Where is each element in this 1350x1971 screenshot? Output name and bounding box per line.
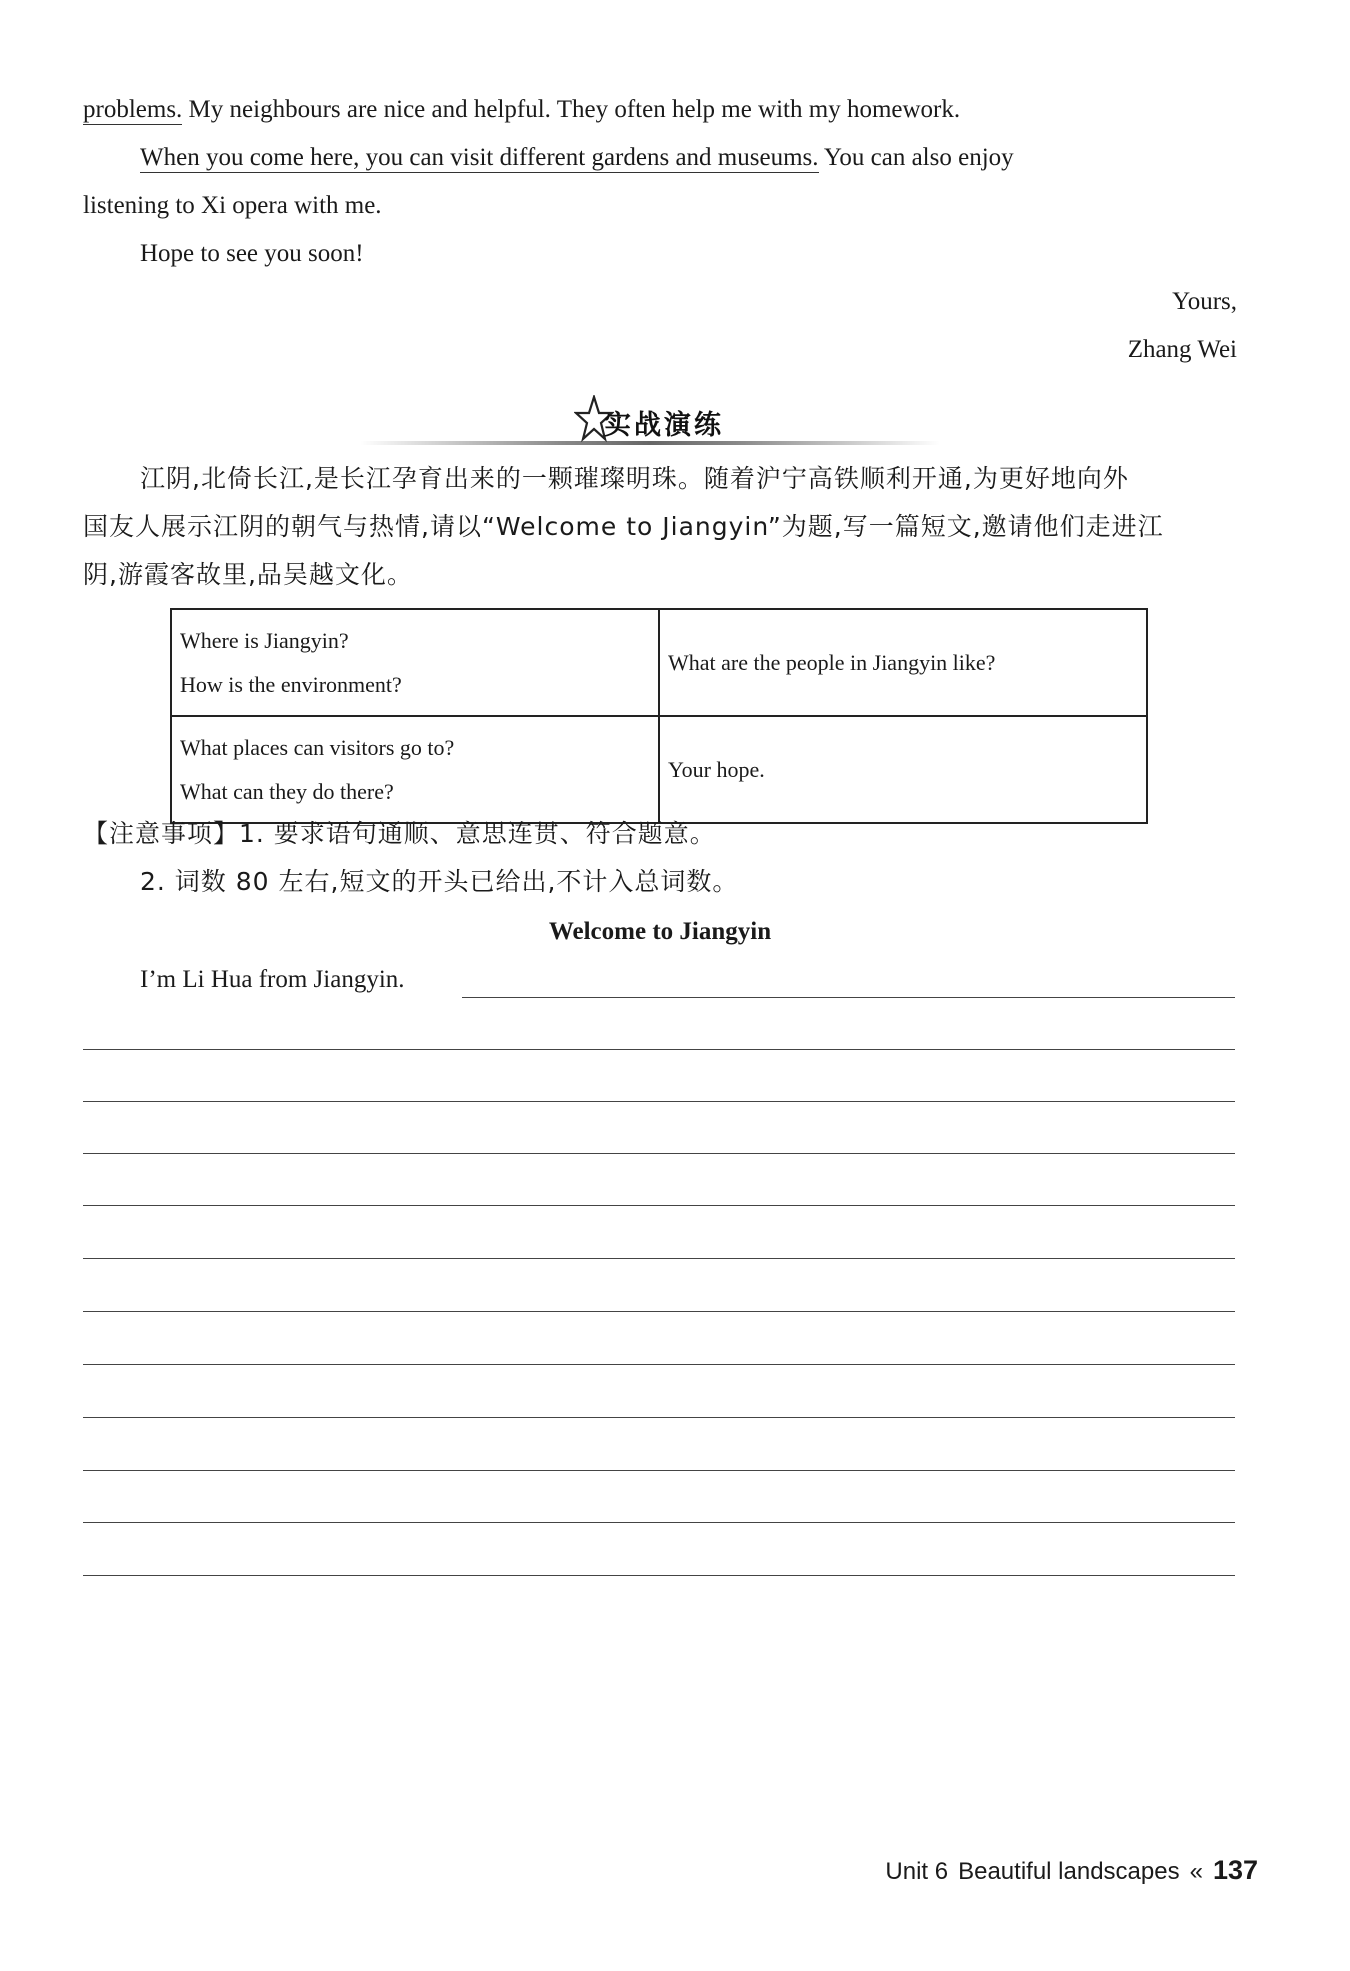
prompt-line-3: 阴,游霞客故里,品吴越文化。 — [83, 560, 413, 589]
table-cell-text: Your hope. — [668, 756, 765, 782]
section-header — [360, 395, 940, 449]
essay-title: Welcome to Jiangyin — [548, 918, 772, 945]
page-footer — [885, 1855, 1258, 1886]
footer-unit: Unit 6 — [885, 1858, 949, 1885]
letter-signature: Zhang Wei — [1127, 336, 1237, 363]
writing-line[interactable] — [462, 997, 1235, 998]
underlined-phrase: problems. — [83, 96, 183, 123]
writing-line[interactable] — [83, 1417, 1235, 1418]
table-cell — [659, 609, 1147, 716]
writing-line[interactable] — [83, 1470, 1235, 1471]
writing-line[interactable] — [83, 1153, 1235, 1154]
prompt-line-1: 江阴,北倚长江,是长江孕育出来的一颗璀璨明珠。随着沪宁高铁顺利开通,为更好地向外 — [140, 464, 1129, 493]
table-row — [171, 716, 1147, 823]
table-cell-text: What places can visitors go to? — [180, 734, 455, 760]
table-cell-text: What are the people in Jiangyin like? — [668, 649, 996, 675]
notes-line-2: 2. 词数 80 左右,短文的开头已给出,不计入总词数。 — [140, 867, 739, 896]
letter-line-2 — [140, 142, 1014, 174]
writing-line[interactable] — [83, 1311, 1235, 1312]
section-title: 实战演练 — [604, 410, 724, 441]
notes-line-1: 【注意事项】1. 要求语句通顺、意思连贯、符合题意。 — [83, 819, 716, 848]
footer-unit-title: Beautiful landscapes — [958, 1858, 1180, 1885]
letter-closing: Yours, — [1172, 288, 1237, 315]
prompt-line-2: 国友人展示江阴的朝气与热情,请以“Welcome to Jiangyin”为题,写一篇短文,邀请他们走进江 — [83, 512, 1164, 541]
letter-text: My neighbours are nice and helpful. They often help me with my homework. — [182, 96, 961, 123]
table-cell — [171, 716, 659, 823]
underlined-phrase: When you come here, you can visit different gardens and museums. — [140, 144, 819, 171]
table-row — [171, 609, 1147, 716]
prompt-table — [170, 608, 1148, 824]
writing-line[interactable] — [83, 1049, 1235, 1050]
writing-line[interactable] — [83, 1205, 1235, 1206]
writing-line[interactable] — [83, 1258, 1235, 1259]
essay-opening: I’m Li Hua from Jiangyin. — [140, 966, 405, 993]
page-number: 137 — [1212, 1855, 1258, 1885]
table-cell-text: What can they do there? — [180, 778, 394, 804]
writing-line[interactable] — [83, 1364, 1235, 1365]
letter-line-4: Hope to see you soon! — [140, 240, 364, 267]
writing-line[interactable] — [83, 1101, 1235, 1102]
table-cell — [171, 609, 659, 716]
letter-text: You can also enjoy — [818, 144, 1014, 171]
table-cell-text: How is the environment? — [180, 671, 402, 697]
writing-line[interactable] — [83, 1575, 1235, 1576]
letter-line-3: listening to Xi opera with me. — [83, 192, 382, 219]
table-cell-text: Where is Jiangyin? — [180, 627, 349, 653]
letter-line-1 — [83, 94, 960, 126]
double-chevron-left-icon: « — [1189, 1858, 1203, 1885]
writing-line[interactable] — [83, 1522, 1235, 1523]
table-cell — [659, 716, 1147, 823]
